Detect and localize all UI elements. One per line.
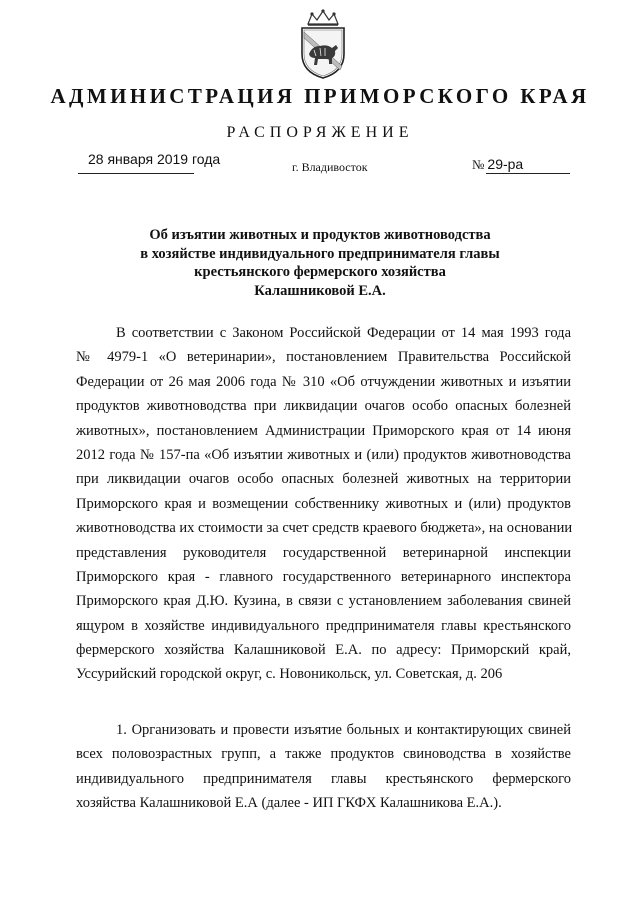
text-line: В соответствии с Законом Российской Федерации от 14 мая 1993 года bbox=[116, 325, 571, 341]
document-date: 28 января 2019 года bbox=[88, 151, 221, 167]
title-line: в хозяйстве индивидуального предпринимателя главы bbox=[140, 245, 500, 262]
text-line: Уссурийский городской округ, с. Новоникольск, ул. Советская, д. 206 bbox=[76, 666, 503, 683]
number-value: 29-ра bbox=[487, 156, 524, 172]
title-line: крестьянского фермерского хозяйства bbox=[194, 264, 446, 280]
document-number bbox=[472, 156, 523, 173]
text-line: фермерского хозяйства Калашниковой Е.А. по адресу: Приморский край, bbox=[76, 642, 571, 659]
clause-1-paragraph bbox=[76, 718, 571, 816]
text-line: № 4979-1 «О ветеринарии», постановлением Правительства Российской bbox=[76, 349, 571, 366]
text-line: животноводства их стоимости за счет средств краевого бюджета», на основании bbox=[76, 520, 573, 537]
document-city: г. Владивосток bbox=[292, 160, 368, 174]
title-line: Калашниковой Е.А. bbox=[254, 282, 386, 299]
text-line: представления руководителя государственной ветеринарной инспекции bbox=[76, 544, 571, 561]
text-line: хозяйства Калашниковой Е.А (далее - ИП ГКФХ Калашникова Е.А.). bbox=[76, 795, 502, 812]
coat-of-arms-icon bbox=[294, 8, 352, 80]
document-type: РАСПОРЯЖЕНИЕ bbox=[226, 124, 414, 141]
organization-name: АДМИНИСТРАЦИЯ ПРИМОРСКОГО КРАЯ bbox=[50, 84, 590, 108]
title-line: Об изъятии животных и продуктов животноводства bbox=[149, 227, 491, 243]
date-underline bbox=[78, 173, 194, 174]
text-line: продуктов животноводства при ликвидации очагов особо опасных болезней bbox=[76, 398, 571, 415]
text-line: Приморского края и возмещении собственнику животных и (или) продуктов bbox=[76, 495, 571, 512]
text-line: 2012 года № 157-па «Об изъятии животных и (или) продуктов животноводства bbox=[76, 446, 571, 463]
text-line: 1. Организовать и провести изъятие больных и контактирующих свиней bbox=[116, 722, 571, 738]
text-line: животных», постановлением Администрации Приморского края от 14 июня bbox=[76, 422, 571, 439]
text-line: Приморского края Д.Ю. Кузина, в связи с установлением заболевания свиней bbox=[76, 593, 571, 610]
text-line: Федерации от 26 мая 2006 года № 310 «Об отчуждении животных и изъятии bbox=[76, 373, 571, 390]
preamble-paragraph bbox=[76, 321, 571, 687]
document-title bbox=[0, 226, 640, 300]
text-line: при ликвидации очагов особо опасных болезней животных на территории bbox=[76, 471, 571, 488]
text-line: Приморского края - главного государственного ветеринарного инспектора bbox=[76, 568, 571, 585]
text-line: индивидуального предпринимателя главы крестьянского фермерского bbox=[76, 770, 571, 787]
number-underline bbox=[486, 173, 570, 174]
number-sign: № bbox=[472, 157, 485, 172]
text-line: ящуром в хозяйстве индивидуального предпринимателя главы крестьянского bbox=[76, 617, 571, 634]
text-line: всех половозрастных групп, а также продуктов свиноводства в хозяйстве bbox=[76, 746, 571, 763]
